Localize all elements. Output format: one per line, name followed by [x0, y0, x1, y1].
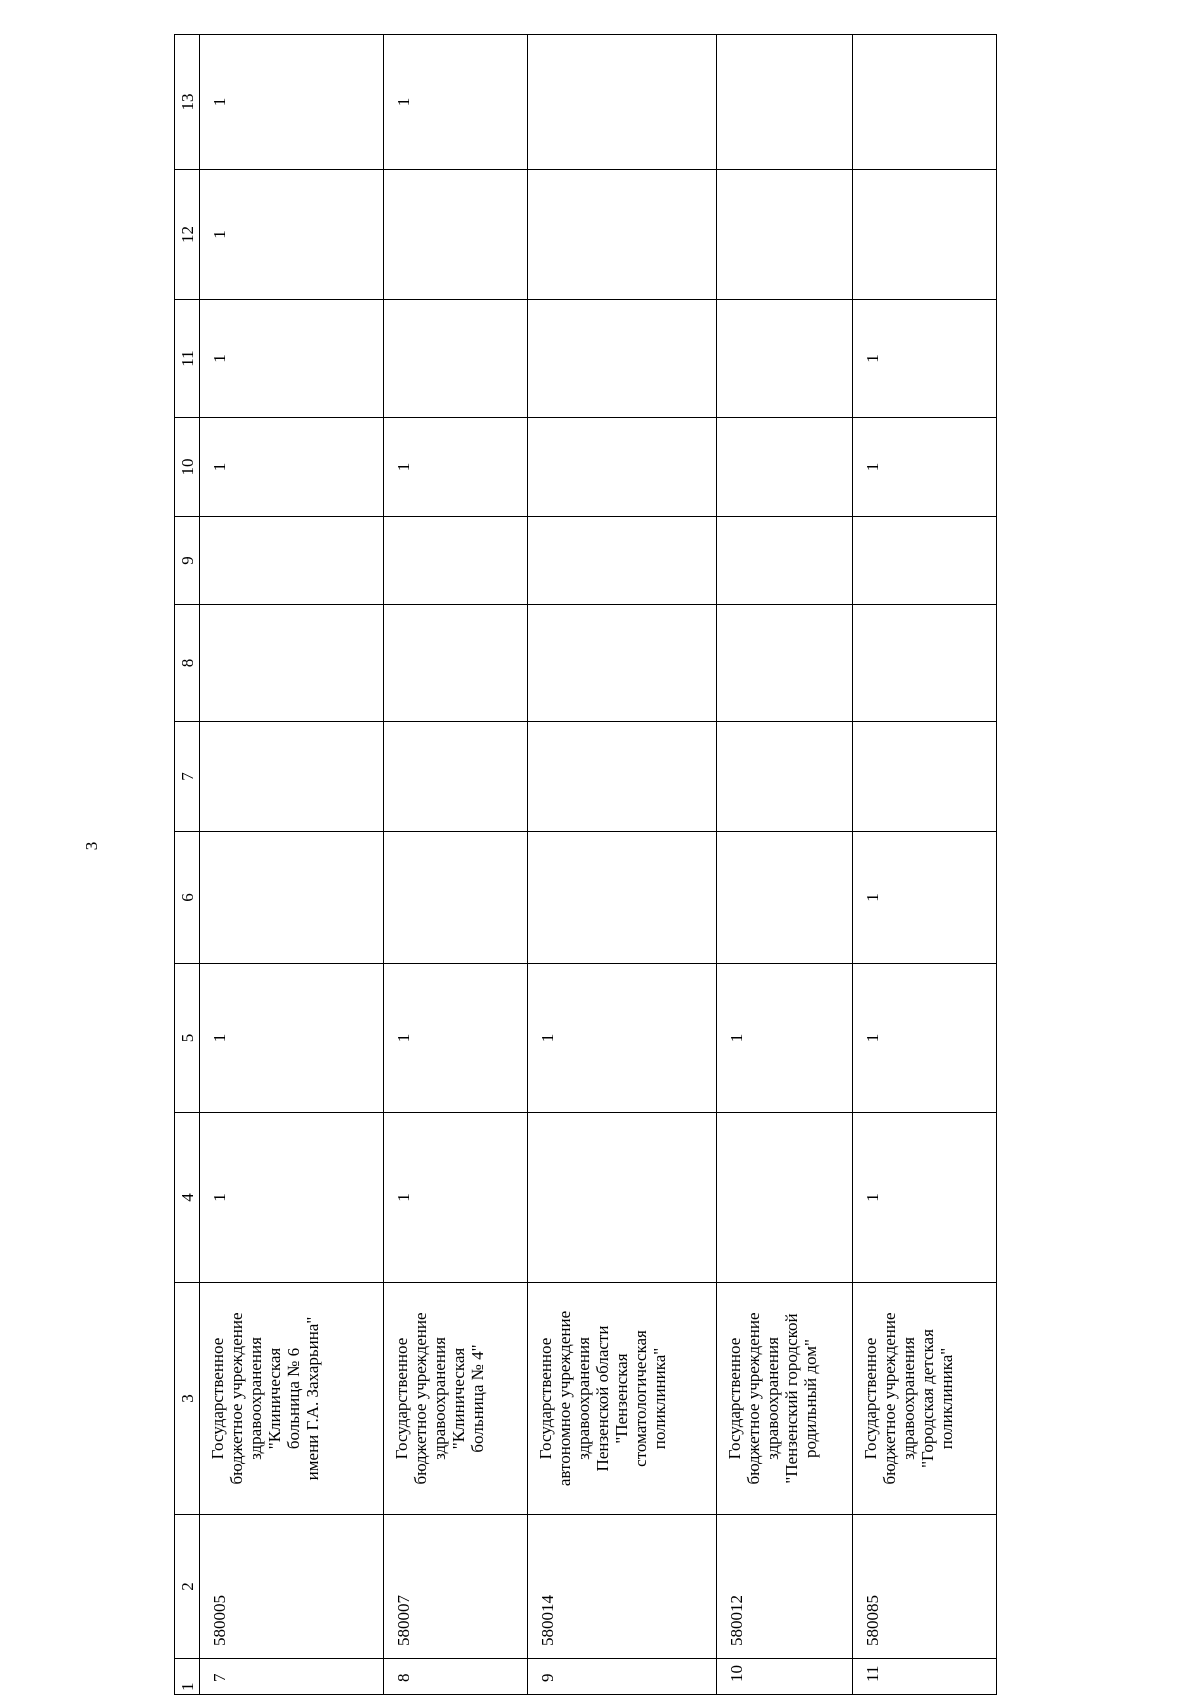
cell-col-9	[528, 517, 717, 605]
cell-col-4: 1	[200, 1113, 384, 1283]
cell-col-7	[200, 722, 384, 832]
institution-name-line: автономное учреждение	[555, 1310, 574, 1487]
cell-col-4	[528, 1113, 717, 1283]
cell-col-5: 1	[528, 964, 717, 1113]
cell-col-10	[528, 418, 717, 517]
cell-col-11	[528, 300, 717, 418]
cell-col-4: 1	[853, 1113, 997, 1283]
institution-name-line: Государственное	[725, 1337, 744, 1460]
cell-col-13: 1	[384, 35, 528, 170]
cell-col-13: 1	[200, 35, 384, 170]
institution-name-line: "Пензенская	[612, 1353, 631, 1444]
institution-name	[384, 1283, 528, 1515]
cell-col-13	[853, 35, 997, 170]
institution-name	[200, 1283, 384, 1515]
cell-col-12	[528, 170, 717, 300]
cell-col-11	[717, 300, 853, 418]
institution-name-line: здравоохранения	[899, 1337, 918, 1460]
cell-col-11: 1	[200, 300, 384, 418]
institution-name-line: Государственное	[536, 1337, 555, 1460]
cell-col-13	[528, 35, 717, 170]
column-header: 8	[175, 605, 200, 722]
institution-name-line: "Клиническая	[449, 1347, 468, 1450]
column-header: 12	[175, 170, 200, 300]
row-number: 11	[853, 1659, 997, 1695]
institution-name-line: имени Г.А. Захарьина"	[303, 1316, 322, 1481]
institution-code: 580085	[853, 1515, 997, 1659]
row-number: 10	[717, 1659, 853, 1695]
cell-col-6	[384, 832, 528, 964]
cell-col-8	[528, 605, 717, 722]
header-row	[175, 35, 200, 1695]
institution-name-line: поликлиника"	[650, 1347, 669, 1450]
cell-col-7	[717, 722, 853, 832]
cell-col-12	[384, 170, 528, 300]
institution-name-line: Государственное	[392, 1337, 411, 1460]
institution-name-line: бюджетное учреждение	[411, 1312, 430, 1485]
cell-col-9	[384, 517, 528, 605]
cell-col-8	[853, 605, 997, 722]
institution-name-line: Государственное	[208, 1337, 227, 1460]
institution-code: 580007	[384, 1515, 528, 1659]
cell-col-6	[717, 832, 853, 964]
cell-col-12	[717, 170, 853, 300]
column-header: 2	[175, 1515, 200, 1659]
institution-name	[528, 1283, 717, 1515]
row-number: 9	[528, 1659, 717, 1695]
institution-code: 580005	[200, 1515, 384, 1659]
table-row	[384, 35, 528, 1695]
cell-col-9	[853, 517, 997, 605]
cell-col-12: 1	[200, 170, 384, 300]
page-number: 3	[82, 841, 101, 851]
institution-name-line: бюджетное учреждение	[744, 1312, 763, 1485]
column-header: 5	[175, 964, 200, 1113]
cell-col-6: 1	[853, 832, 997, 964]
institution-name-line: здравоохранения	[763, 1337, 782, 1460]
cell-col-11	[384, 300, 528, 418]
institution-name	[853, 1283, 997, 1515]
cell-col-12	[853, 170, 997, 300]
cell-col-8	[717, 605, 853, 722]
cell-col-7	[384, 722, 528, 832]
cell-col-4	[717, 1113, 853, 1283]
institution-code: 580014	[528, 1515, 717, 1659]
institution-name-line: стоматологическая	[631, 1330, 650, 1467]
institution-name-line: бюджетное учреждение	[227, 1312, 246, 1485]
cell-col-6	[528, 832, 717, 964]
cell-col-8	[384, 605, 528, 722]
cell-col-4: 1	[384, 1113, 528, 1283]
institution-name-line: Пензенской области	[593, 1325, 612, 1472]
institution-name-line: больница № 6	[284, 1347, 303, 1450]
column-header: 3	[175, 1283, 200, 1515]
cell-col-7	[528, 722, 717, 832]
column-header: 4	[175, 1113, 200, 1283]
column-header: 7	[175, 722, 200, 832]
column-header: 1	[175, 1659, 200, 1695]
institution-name-line: здравоохранения	[574, 1337, 593, 1460]
row-number: 7	[200, 1659, 384, 1695]
institution-name-line: здравоохранения	[430, 1337, 449, 1460]
table-container	[174, 35, 960, 1695]
cell-col-5: 1	[384, 964, 528, 1113]
cell-col-10: 1	[200, 418, 384, 517]
cell-col-5: 1	[200, 964, 384, 1113]
institution-name-line: здравоохранения	[246, 1337, 265, 1460]
data-table	[174, 34, 997, 1695]
institution-name-line: "Городская детская	[918, 1329, 937, 1468]
cell-col-9	[717, 517, 853, 605]
table-row	[528, 35, 717, 1695]
cell-col-10: 1	[853, 418, 997, 517]
institution-name-line: "Клиническая	[265, 1347, 284, 1450]
institution-name	[717, 1283, 853, 1515]
cell-col-11: 1	[853, 300, 997, 418]
table-row	[853, 35, 997, 1695]
column-header: 9	[175, 517, 200, 605]
column-header: 13	[175, 35, 200, 170]
cell-col-6	[200, 832, 384, 964]
institution-code: 580012	[717, 1515, 853, 1659]
cell-col-5: 1	[717, 964, 853, 1113]
column-header: 11	[175, 300, 200, 418]
column-header: 6	[175, 832, 200, 964]
cell-col-5: 1	[853, 964, 997, 1113]
institution-name-line: больница № 4"	[468, 1344, 487, 1453]
table-body	[175, 35, 997, 1695]
institution-name-line: Государственное	[861, 1337, 880, 1460]
institution-name-line: бюджетное учреждение	[880, 1312, 899, 1485]
institution-name-line: родильный дом"	[801, 1339, 820, 1458]
table-row	[200, 35, 384, 1695]
institution-name-line: "Пензенский городской	[782, 1313, 801, 1484]
cell-col-9	[200, 517, 384, 605]
cell-col-13	[717, 35, 853, 170]
row-number: 8	[384, 1659, 528, 1695]
column-header: 10	[175, 418, 200, 517]
cell-col-10	[717, 418, 853, 517]
cell-col-10: 1	[384, 418, 528, 517]
institution-name-line: поликлиника"	[937, 1347, 956, 1450]
table-row	[717, 35, 853, 1695]
cell-col-8	[200, 605, 384, 722]
cell-col-7	[853, 722, 997, 832]
